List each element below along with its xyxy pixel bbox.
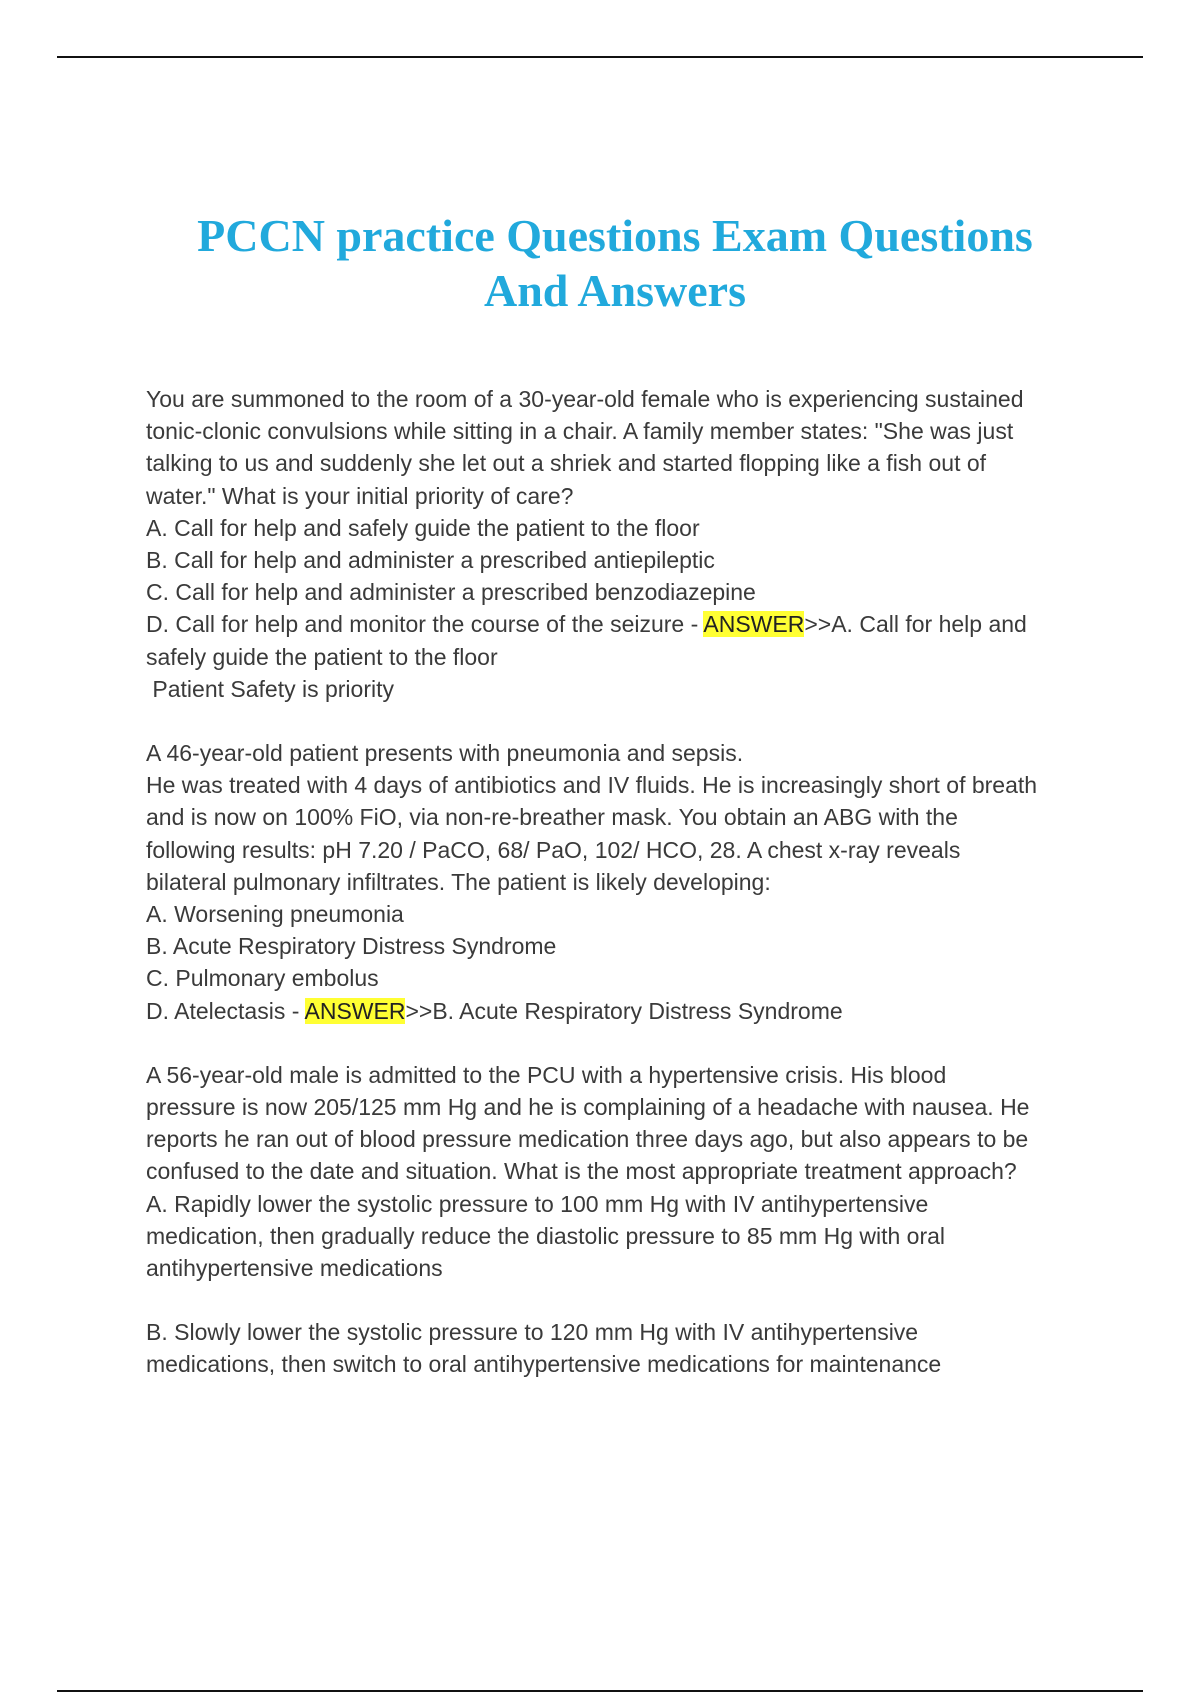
question-text-line: and is now on 100% FiO, via non-re-breather mask. You obtain an ABG with the <box>146 804 958 831</box>
question-text-line: water." What is your initial priority of care? <box>146 482 574 509</box>
question-text-line: bilateral pulmonary infiltrates. The patient is likely developing: <box>146 868 771 895</box>
rationale-note: Patient Safety is priority <box>146 675 394 702</box>
answer-option: B. Acute Respiratory Distress Syndrome <box>146 933 557 960</box>
question-text-line: He was treated with 4 days of antibiotics and IV fluids. He is increasingly short of breath <box>146 772 1038 799</box>
title-line-1: PCCN practice Questions Exam Questions <box>197 210 1033 261</box>
page-title <box>60 208 1170 318</box>
answer-text: >>B. Acute Respiratory Distress Syndrome <box>405 997 843 1024</box>
answer-label-highlight: ANSWER <box>304 997 406 1024</box>
paragraph-gap <box>146 705 1106 737</box>
answer-option-with-answer <box>146 995 1106 1027</box>
answer-option-line: A. Rapidly lower the systolic pressure to 100 mm Hg with IV antihypertensive <box>146 1190 929 1217</box>
answer-option-line: antihypertensive medications <box>146 1255 443 1282</box>
answer-label-highlight: ANSWER <box>703 611 805 638</box>
paragraph-gap <box>146 1284 1106 1316</box>
question-text-line: You are summoned to the room of a 30-year-old female who is experiencing sustained <box>146 386 1024 412</box>
answer-option: C. Pulmonary embolus <box>146 965 379 992</box>
bottom-rule <box>57 1690 1143 1692</box>
question-text-line: tonic-clonic convulsions while sitting in a chair. A family member states: "She was just <box>146 418 1014 445</box>
answer-text-continued: safely guide the patient to the floor <box>146 643 498 670</box>
question-text-line: following results: pH 7.20 / PaCO, 68/ PaO, 102/ HCO, 28. A chest x-ray reveals <box>146 836 961 863</box>
question-1 <box>146 383 1106 705</box>
question-text-line: confused to the date and situation. What is the most appropriate treatment approach? <box>146 1158 1017 1185</box>
answer-option: A. Worsening pneumonia <box>146 901 404 928</box>
answer-option: A. Call for help and safely guide the patient to the floor <box>146 514 700 541</box>
answer-text: >>A. Call for help and <box>804 611 1027 638</box>
question-text-line: A 46-year-old patient presents with pneumonia and sepsis. <box>146 740 744 767</box>
question-text-line: reports he ran out of blood pressure medication three days ago, but also appears to be <box>146 1126 1029 1153</box>
document-body <box>146 383 1106 1381</box>
answer-option-line: B. Slowly lower the systolic pressure to 120 mm Hg with IV antihypertensive <box>146 1319 919 1346</box>
answer-option-line: medication, then gradually reduce the diastolic pressure to 85 mm Hg with oral <box>146 1222 946 1249</box>
answer-option: B. Call for help and administer a prescribed antiepileptic <box>146 547 715 574</box>
title-line-2: And Answers <box>483 265 746 316</box>
question-2 <box>146 737 1106 1027</box>
question-3 <box>146 1059 1106 1381</box>
answer-option-text: D. Call for help and monitor the course of the seizure - <box>146 611 704 638</box>
question-text-line: talking to us and suddenly she let out a shriek and started flopping like a fish out of <box>146 450 987 477</box>
paragraph-gap <box>146 1027 1106 1059</box>
answer-option-text: D. Atelectasis - <box>146 997 305 1024</box>
top-rule <box>57 56 1143 58</box>
answer-option-with-answer <box>146 608 1106 640</box>
answer-option-line: medications, then switch to oral antihypertensive medications for maintenance <box>146 1351 942 1378</box>
question-text-line: A 56-year-old male is admitted to the PCU with a hypertensive crisis. His blood <box>146 1061 947 1088</box>
question-text-line: pressure is now 205/125 mm Hg and he is complaining of a headache with nausea. He <box>146 1094 1030 1121</box>
answer-option: C. Call for help and administer a prescribed benzodiazepine <box>146 579 756 606</box>
